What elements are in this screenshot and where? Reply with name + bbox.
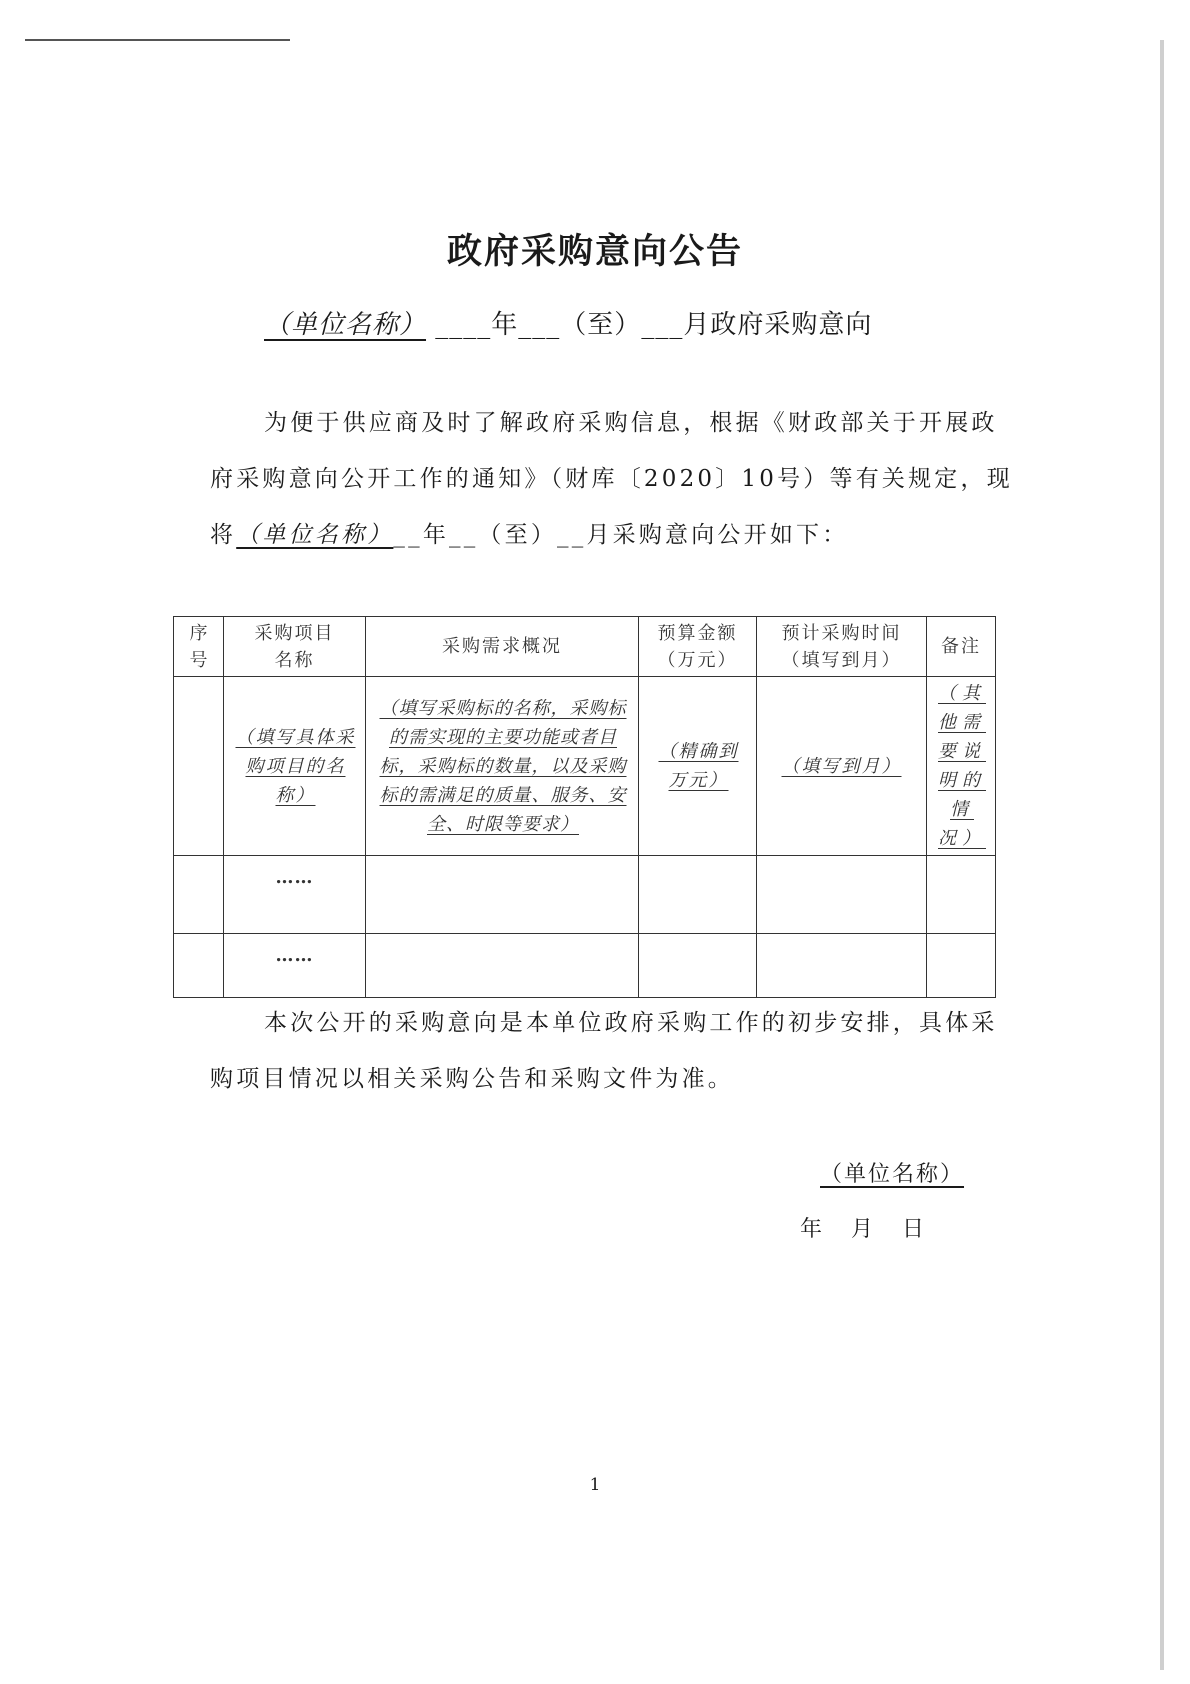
- header-time: 预计采购时间（填写到月）: [757, 617, 927, 677]
- subtitle-to: （至）: [560, 310, 642, 340]
- row1-remark: （其他需要说明的情况）: [938, 683, 986, 849]
- intro-line3-prefix: 将: [210, 522, 237, 548]
- closing-line-1: 本次公开的采购意向是本单位政府采购工作的初步安排，具体采: [264, 1010, 998, 1036]
- row1-overview-cell: [366, 677, 639, 856]
- row2-overview: [366, 856, 639, 934]
- scan-edge: [1160, 40, 1164, 1670]
- row1-time: （填写到月）: [781, 755, 902, 777]
- intro-line-2: 府采购意向公开工作的通知》（财库〔2020〕10号）等有关规定，现: [210, 466, 1013, 492]
- subtitle-suffix: 月政府采购意向: [683, 310, 873, 340]
- closing-line-2: 购项目情况以相关采购公告和采购文件为准。: [210, 1066, 734, 1092]
- page-number: 1: [589, 1475, 601, 1495]
- subtitle-year: 年: [491, 310, 519, 340]
- intro-line3-year: 年: [422, 522, 450, 548]
- row2-name: ……: [224, 856, 366, 934]
- row3-name: ……: [224, 934, 366, 998]
- intro-line3-blank2: __: [449, 522, 479, 548]
- header-remark: 备注: [927, 617, 996, 677]
- signature-unit: [820, 1157, 964, 1188]
- header-seq: 序号: [174, 617, 224, 677]
- intro-line3-to: （至）: [478, 522, 558, 548]
- top-rule: [25, 39, 290, 41]
- row1-name: （填写具体采购项目的名称）: [235, 726, 356, 806]
- subtitle: [264, 304, 872, 341]
- row1-seq: [174, 677, 224, 856]
- subtitle-sep: [426, 310, 435, 340]
- procurement-table: [173, 616, 996, 998]
- table-header-row: [174, 617, 996, 677]
- intro-line3-blank1: __: [393, 522, 423, 548]
- header-name: 采购项目名称: [224, 617, 366, 677]
- header-overview: 采购需求概况: [366, 617, 639, 677]
- row2-budget: [639, 856, 757, 934]
- subtitle-month-blank: ___: [518, 310, 561, 340]
- row2-seq: [174, 856, 224, 934]
- row1-overview: （填写采购标的名称，采购标的需实现的主要功能或者目标，采购标的数量，以及采购标的需满足的质量、服务、安全、时限等要求）: [379, 697, 627, 835]
- row1-name-cell: [224, 677, 366, 856]
- signature-date: 年 月 日: [800, 1217, 924, 1242]
- header-budget: 预算金额（万元）: [639, 617, 757, 677]
- intro-line3-unit: （单位名称）: [236, 522, 394, 548]
- row1-budget-cell: [639, 677, 757, 856]
- table-row: [174, 856, 996, 934]
- row3-time: [757, 934, 927, 998]
- intro-paragraph: [210, 395, 1013, 563]
- table-row: [174, 677, 996, 856]
- row3-remark: [927, 934, 996, 998]
- subtitle-month-blank2: ___: [641, 310, 684, 340]
- row1-remark-cell: [927, 677, 996, 856]
- subtitle-unit: （单位名称）: [264, 310, 427, 340]
- intro-line-3: [210, 507, 970, 563]
- signature-unit-text: （单位名称）: [820, 1162, 965, 1187]
- row3-seq: [174, 934, 224, 998]
- intro-line3-suffix: 月采购意向公开如下：: [586, 522, 849, 548]
- document-title: 政府采购意向公告: [446, 232, 743, 272]
- intro-line3-blank3: __: [557, 522, 587, 548]
- row3-overview: [366, 934, 639, 998]
- intro-line-1: 为便于供应商及时了解政府采购信息，根据《财政部关于开展政: [264, 410, 998, 436]
- row2-time: [757, 856, 927, 934]
- row2-remark: [927, 856, 996, 934]
- table-row: [174, 934, 996, 998]
- subtitle-year-blank: ____: [435, 310, 492, 340]
- row1-budget: （精确到万元）: [658, 741, 739, 791]
- row1-time-cell: [757, 677, 927, 856]
- closing-paragraph: [210, 995, 998, 1107]
- row3-budget: [639, 934, 757, 998]
